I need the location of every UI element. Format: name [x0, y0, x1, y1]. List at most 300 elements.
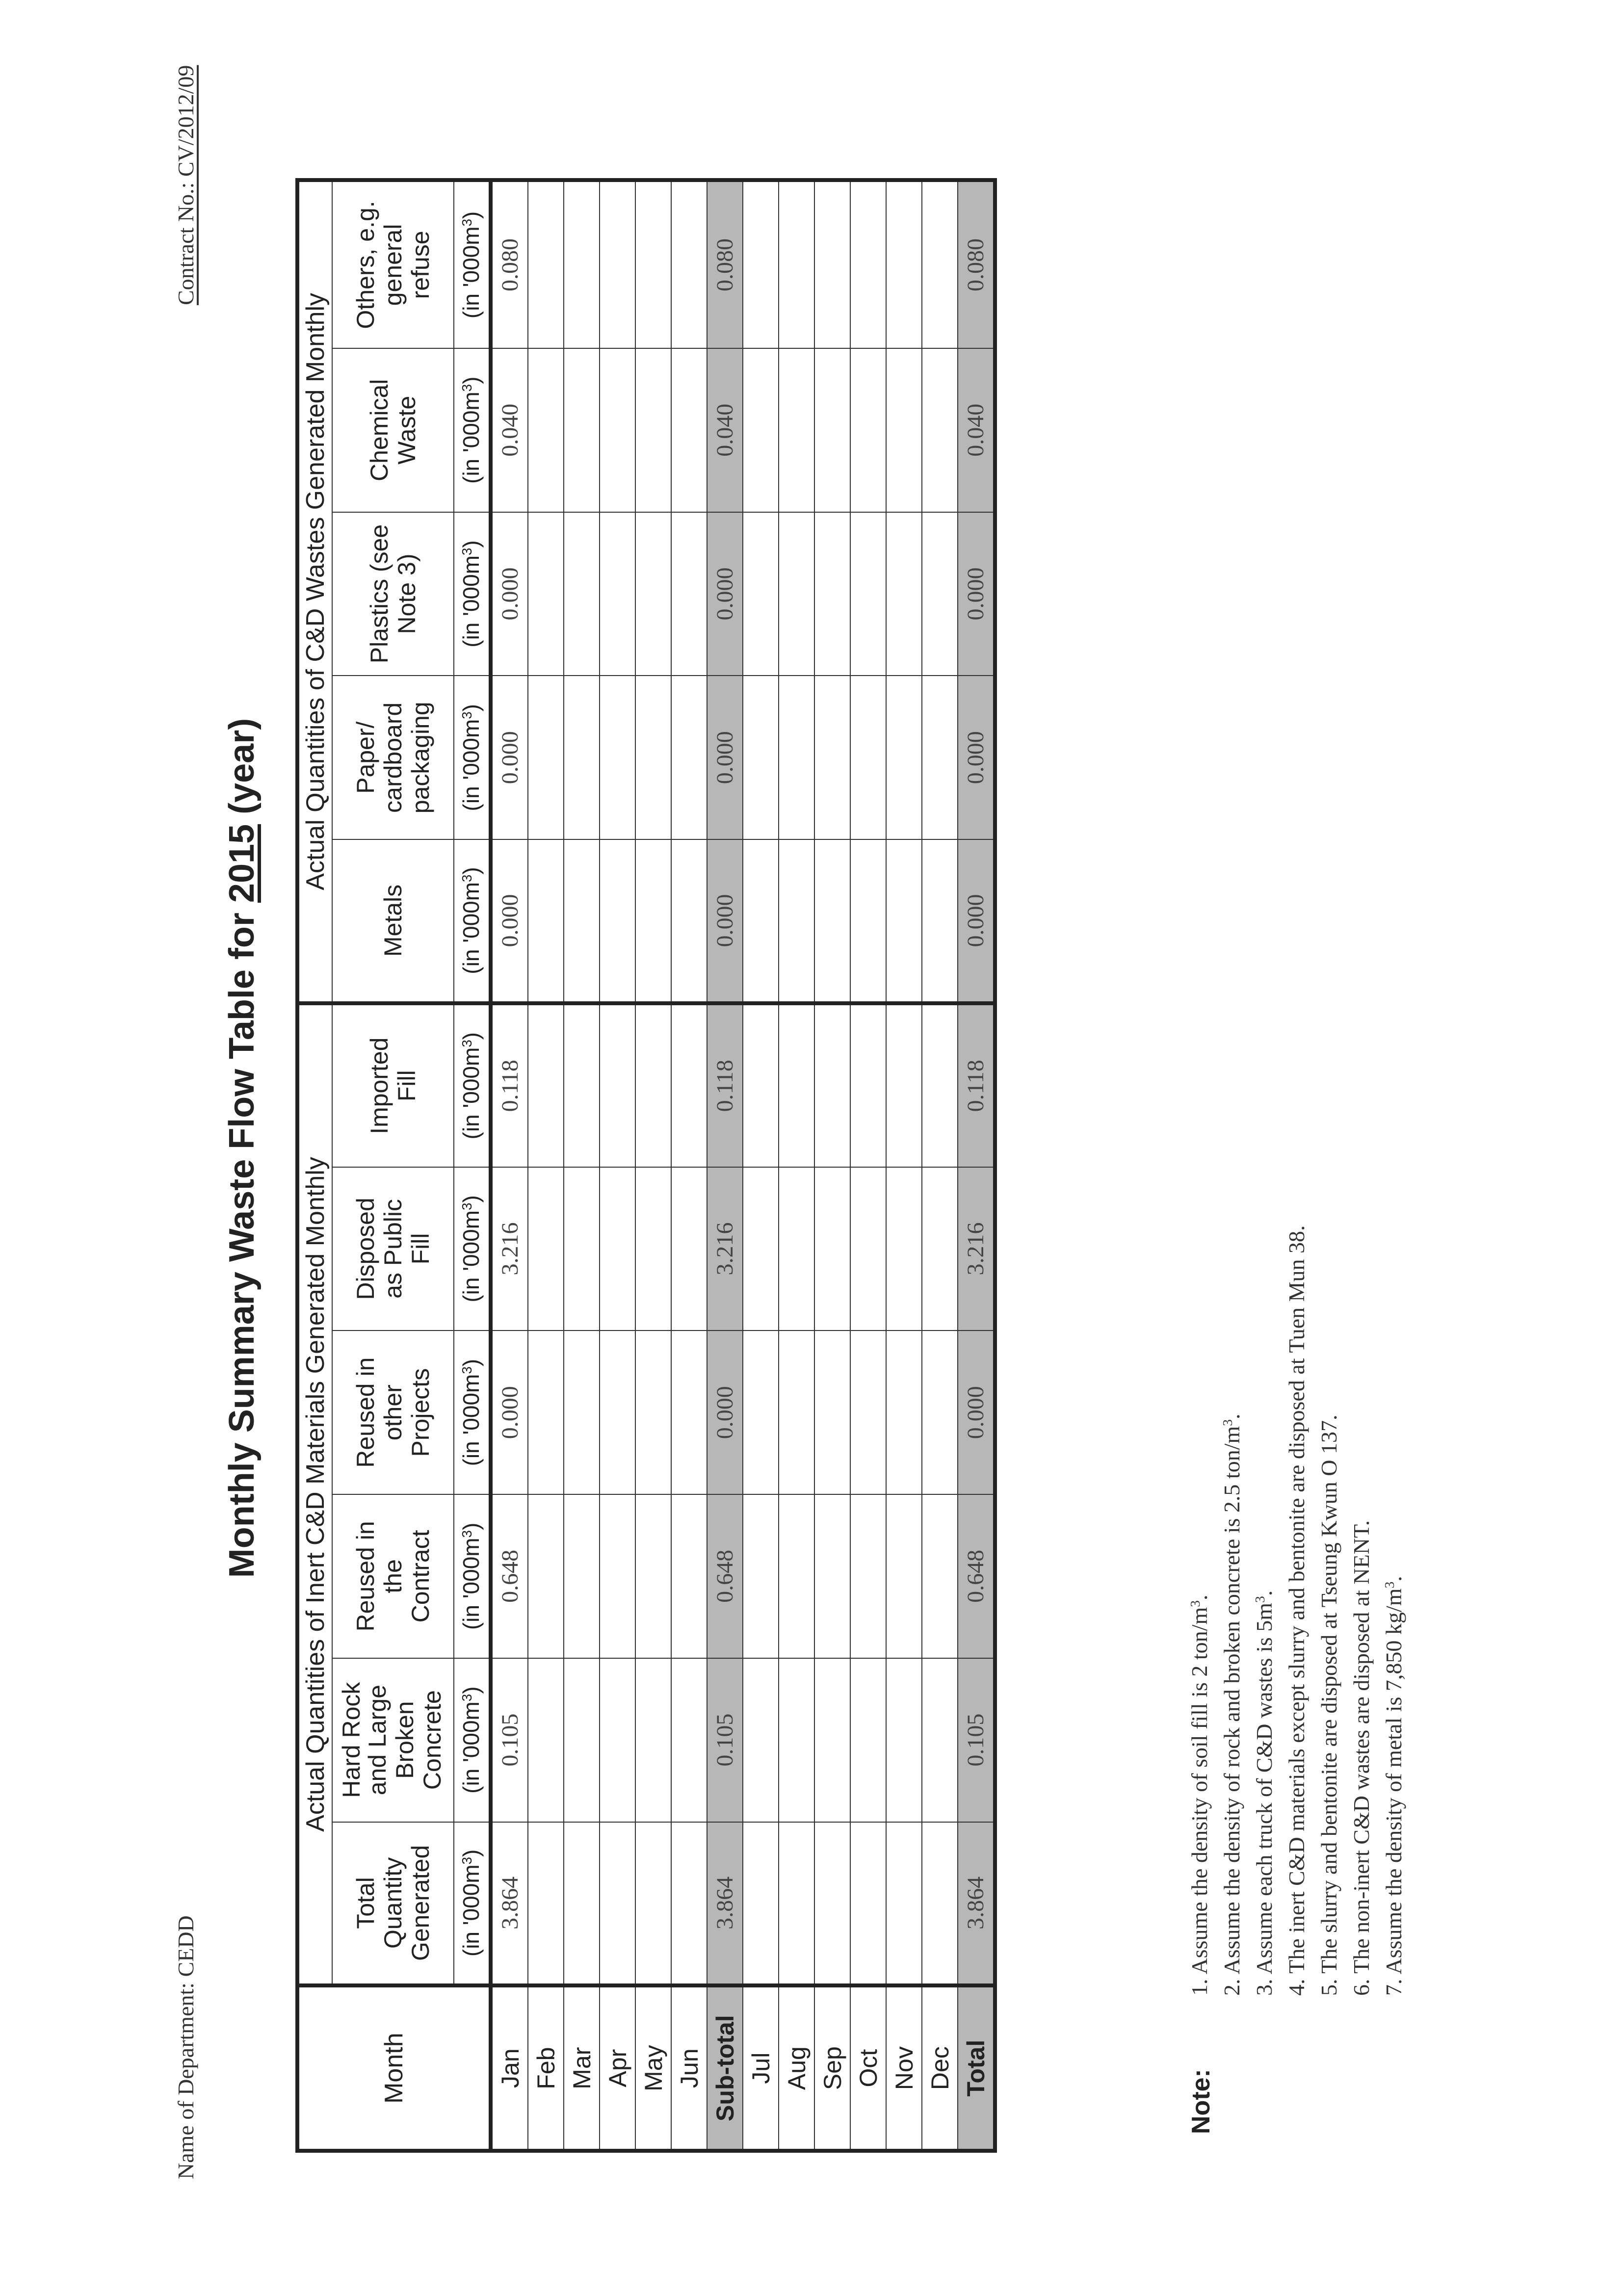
column-header-line: Contract [407, 1530, 434, 1623]
unit-prefix: (in '000m [458, 1538, 484, 1630]
unit-exponent: 3 [459, 384, 475, 392]
table-row [886, 180, 922, 2151]
note-text: 4. The inert C&D materials except slurry and bentonite are disposed at Tuen Mun 38. [1284, 1225, 1309, 1996]
note-item [1248, 1225, 1281, 1996]
value-cell: 0.648 [958, 1494, 995, 1658]
value-cell [528, 512, 564, 676]
value-cell [528, 1003, 564, 1167]
value-cell [635, 1167, 671, 1331]
column-header-line: Imported [366, 1037, 393, 1134]
value-cell [564, 1167, 600, 1331]
note-exponent: 3 [1252, 1596, 1267, 1603]
value-cell [886, 1003, 922, 1167]
unit-exponent: 3 [459, 1040, 475, 1047]
value-cell [850, 512, 886, 676]
value-cell [743, 512, 779, 676]
value-cell [779, 1003, 814, 1167]
unit-cell [454, 1003, 491, 1167]
value-cell [600, 1822, 635, 1986]
note-label: Note: [1187, 2069, 1215, 2134]
unit-prefix: (in '000m [458, 1701, 484, 1794]
month-cell: Jun [671, 1985, 707, 2151]
value-cell [635, 676, 671, 839]
value-cell [779, 348, 814, 512]
unit-suffix: ) [458, 1195, 484, 1203]
note-item [1378, 1225, 1410, 1996]
value-cell [779, 1658, 814, 1822]
value-cell: 0.080 [491, 180, 528, 348]
notes-list [1183, 1225, 1410, 1996]
value-cell [814, 1003, 850, 1167]
value-cell [671, 839, 707, 1003]
column-header-line: Quantity [379, 1857, 407, 1949]
value-cell [564, 1331, 600, 1494]
unit-prefix: (in '000m [458, 1374, 484, 1466]
page-title [222, 0, 262, 2296]
value-cell [922, 1331, 958, 1494]
value-cell [743, 839, 779, 1003]
month-cell: Aug [779, 1985, 814, 2151]
column-header-1 [332, 1658, 454, 1822]
table-row [743, 180, 779, 2151]
value-cell [743, 1658, 779, 1822]
value-cell [814, 1658, 850, 1822]
value-cell [779, 180, 814, 348]
month-cell: Sep [814, 1985, 850, 2151]
value-cell [671, 180, 707, 348]
value-cell [671, 1494, 707, 1658]
value-cell [671, 676, 707, 839]
unit-suffix: ) [458, 540, 484, 548]
unit-exponent: 3 [459, 1202, 475, 1210]
value-cell [779, 676, 814, 839]
note-item [1183, 1225, 1216, 1996]
table-row [635, 180, 671, 2151]
value-cell [671, 1003, 707, 1167]
unit-prefix: (in '000m [458, 391, 484, 484]
note-text: 6. The non-inert C&D wastes are disposed at NENT. [1349, 1520, 1374, 1996]
value-cell [564, 676, 600, 839]
column-header-line: and Large [363, 1685, 391, 1796]
column-header-line: the [379, 1559, 407, 1593]
value-cell [635, 348, 671, 512]
value-cell: 0.080 [707, 180, 743, 348]
column-header-line: packaging [407, 702, 434, 814]
value-cell: 0.648 [491, 1494, 528, 1658]
value-cell: 0.105 [958, 1658, 995, 1822]
value-cell [850, 1331, 886, 1494]
value-cell [850, 348, 886, 512]
value-cell: 0.105 [707, 1658, 743, 1822]
unit-suffix: ) [458, 1686, 484, 1694]
value-cell [886, 839, 922, 1003]
column-header-line: Metals [379, 884, 407, 957]
value-cell: 0.105 [491, 1658, 528, 1822]
column-header-line: Fill [393, 1070, 420, 1102]
value-cell [850, 1494, 886, 1658]
value-cell [922, 839, 958, 1003]
column-header-10 [332, 180, 454, 348]
column-header-line: Projects [407, 1368, 434, 1457]
value-cell: 0.118 [707, 1003, 743, 1167]
column-header-line: Broken [391, 1701, 419, 1779]
value-cell: 0.040 [707, 348, 743, 512]
note-exponent: 3 [1381, 1581, 1397, 1589]
table-row [814, 180, 850, 2151]
value-cell [600, 676, 635, 839]
cd-waste-group-header: Actual Quantities of C&D Wastes Generated Monthly [297, 180, 332, 1003]
table-row [491, 180, 528, 2151]
value-cell [886, 180, 922, 348]
value-cell [922, 180, 958, 348]
column-header-2 [332, 1494, 454, 1658]
unit-prefix: (in '000m [458, 226, 484, 319]
month-cell: Mar [564, 1985, 600, 2151]
unit-prefix: (in '000m [458, 882, 484, 974]
value-cell [814, 180, 850, 348]
column-header-6 [332, 839, 454, 1003]
value-cell [886, 1331, 922, 1494]
value-cell [671, 1658, 707, 1822]
value-cell [743, 1003, 779, 1167]
month-cell: Jul [743, 1985, 779, 2151]
month-cell: Apr [600, 1985, 635, 2151]
note-tail: . [1187, 1594, 1212, 1600]
contract-number: Contract No.: CV/2012/09 [173, 65, 198, 305]
value-cell [922, 1658, 958, 1822]
month-cell: Total [958, 1985, 995, 2151]
unit-cell [454, 1658, 491, 1822]
unit-suffix: ) [458, 1032, 484, 1040]
unit-cell [454, 676, 491, 839]
column-header-line: refuse [407, 231, 434, 299]
column-header-line: Hard Rock [338, 1682, 366, 1798]
value-cell [922, 512, 958, 676]
column-header-line: Reused in [352, 1521, 379, 1632]
table-row [564, 180, 600, 2151]
column-header-line: Chemical [366, 379, 393, 481]
column-header-0 [332, 1822, 454, 1986]
value-cell [528, 1167, 564, 1331]
unit-suffix: ) [458, 376, 484, 384]
value-cell [814, 839, 850, 1003]
unit-suffix: ) [458, 1849, 484, 1857]
column-header-7 [332, 676, 454, 839]
value-cell [564, 839, 600, 1003]
title-prefix: Monthly Summary Waste Flow Table for [222, 903, 262, 1578]
value-cell [886, 1822, 922, 1986]
value-cell [671, 512, 707, 676]
value-cell [814, 348, 850, 512]
value-cell [528, 676, 564, 839]
value-cell [814, 1494, 850, 1658]
inert-group-header: Actual Quantities of Inert C&D Materials Generated Monthly [297, 1003, 332, 1985]
note-text: 1. Assume the density of soil fill is 2 ton/m [1187, 1607, 1212, 1996]
value-cell: 0.118 [491, 1003, 528, 1167]
note-item [1281, 1225, 1313, 1996]
column-header-line: Others, e.g. [352, 201, 379, 329]
value-cell [635, 1822, 671, 1986]
unit-suffix: ) [458, 704, 484, 712]
value-cell [635, 512, 671, 676]
table-row [600, 180, 635, 2151]
value-cell [779, 1167, 814, 1331]
value-cell: 0.000 [707, 839, 743, 1003]
column-header-3 [332, 1331, 454, 1494]
unit-cell [454, 180, 491, 348]
value-cell [528, 839, 564, 1003]
value-cell [850, 1167, 886, 1331]
value-cell [779, 839, 814, 1003]
column-header-8 [332, 512, 454, 676]
unit-cell [454, 1822, 491, 1986]
value-cell: 0.080 [958, 180, 995, 348]
value-cell [814, 1331, 850, 1494]
value-cell [528, 1822, 564, 1986]
table-row [850, 180, 886, 2151]
unit-exponent: 3 [459, 548, 475, 555]
note-exponent: 3 [1187, 1600, 1203, 1607]
value-cell: 0.000 [707, 512, 743, 676]
unit-exponent: 3 [459, 874, 475, 882]
value-cell [564, 512, 600, 676]
value-cell: 0.648 [707, 1494, 743, 1658]
value-cell: 3.864 [707, 1822, 743, 1986]
value-cell: 0.040 [491, 348, 528, 512]
department-label: Name of Department: CEDD [173, 1915, 198, 2179]
column-header-9 [332, 348, 454, 512]
value-cell [886, 1658, 922, 1822]
table-row [671, 180, 707, 2151]
unit-exponent: 3 [459, 1366, 475, 1374]
value-cell: 0.000 [491, 512, 528, 676]
value-cell: 0.000 [958, 839, 995, 1003]
column-header-4 [332, 1167, 454, 1331]
unit-prefix: (in '000m [458, 555, 484, 648]
unit-cell [454, 512, 491, 676]
value-cell [528, 348, 564, 512]
value-cell [528, 1494, 564, 1658]
unit-exponent: 3 [459, 219, 475, 227]
value-cell [922, 1167, 958, 1331]
value-cell [600, 1658, 635, 1822]
unit-prefix: (in '000m [458, 1210, 484, 1303]
note-tail: . [1252, 1590, 1277, 1596]
value-cell [671, 1167, 707, 1331]
value-cell [922, 1003, 958, 1167]
month-cell: Oct [850, 1985, 886, 2151]
column-header-line: Generated [407, 1845, 434, 1961]
value-cell [671, 348, 707, 512]
value-cell [922, 348, 958, 512]
value-cell: 0.000 [491, 1331, 528, 1494]
value-cell [635, 1331, 671, 1494]
value-cell [850, 1658, 886, 1822]
value-cell [886, 512, 922, 676]
note-text: 7. Assume the density of metal is 7,850 kg/m [1381, 1588, 1406, 1996]
column-header-5 [332, 1003, 454, 1167]
column-header-line: as Public [379, 1199, 407, 1299]
column-header-line: Paper/ [352, 721, 379, 794]
value-cell: 0.118 [958, 1003, 995, 1167]
unit-row [454, 180, 491, 2151]
value-cell [743, 1822, 779, 1986]
value-cell [528, 1658, 564, 1822]
note-tail: . [1381, 1576, 1406, 1582]
value-cell [600, 348, 635, 512]
note-item [1216, 1225, 1248, 1996]
column-header-row [332, 180, 454, 2151]
column-header-line: Waste [393, 395, 420, 465]
unit-exponent: 3 [459, 1530, 475, 1538]
note-tail: . [1219, 1413, 1244, 1419]
title-suffix: (year) [222, 718, 262, 824]
value-cell: 3.216 [491, 1167, 528, 1331]
value-cell [743, 1494, 779, 1658]
value-cell [528, 180, 564, 348]
value-cell [564, 348, 600, 512]
value-cell [779, 1822, 814, 1986]
value-cell [671, 1331, 707, 1494]
unit-exponent: 3 [459, 711, 475, 719]
value-cell [850, 839, 886, 1003]
column-header-line: Disposed [352, 1198, 379, 1300]
unit-exponent: 3 [459, 1856, 475, 1865]
value-cell [886, 1167, 922, 1331]
table-row [922, 180, 958, 2151]
value-cell [743, 180, 779, 348]
group-header-row [297, 180, 332, 2151]
unit-prefix: (in '000m [458, 1047, 484, 1140]
value-cell [922, 1494, 958, 1658]
value-cell [564, 180, 600, 348]
value-cell [600, 512, 635, 676]
value-cell [814, 676, 850, 839]
value-cell [600, 180, 635, 348]
value-cell [564, 1003, 600, 1167]
value-cell: 0.000 [491, 839, 528, 1003]
value-cell [814, 512, 850, 676]
value-cell [814, 1822, 850, 1986]
note-item [1313, 1225, 1345, 1996]
column-header-line: Concrete [418, 1690, 446, 1790]
value-cell: 0.000 [958, 676, 995, 839]
note-item [1345, 1225, 1378, 1996]
month-cell: Dec [922, 1985, 958, 2151]
table-row [958, 180, 995, 2151]
unit-cell [454, 1331, 491, 1494]
value-cell [850, 676, 886, 839]
value-cell: 3.864 [491, 1822, 528, 1986]
value-cell [886, 348, 922, 512]
month-cell: Jan [491, 1985, 528, 2151]
month-cell: Sub-total [707, 1985, 743, 2151]
note-exponent: 3 [1219, 1419, 1235, 1426]
value-cell [779, 1331, 814, 1494]
column-header-line: general [379, 224, 407, 306]
unit-cell [454, 1167, 491, 1331]
value-cell [564, 1494, 600, 1658]
note-text: 3. Assume each truck of C&D wastes is 5m [1252, 1602, 1277, 1996]
value-cell [635, 1003, 671, 1167]
value-cell [922, 1822, 958, 1986]
unit-suffix: ) [458, 867, 484, 875]
unit-prefix: (in '000m [458, 719, 484, 811]
table-row [528, 180, 564, 2151]
value-cell [743, 676, 779, 839]
value-cell: 0.040 [958, 348, 995, 512]
column-header-line: Note 3) [393, 553, 420, 634]
value-cell: 0.000 [707, 1331, 743, 1494]
value-cell [743, 1167, 779, 1331]
value-cell [600, 1494, 635, 1658]
note-text: 2. Assume the density of rock and broken concrete is 2.5 ton/m [1219, 1426, 1244, 1996]
value-cell [635, 1494, 671, 1658]
value-cell [600, 1003, 635, 1167]
value-cell [635, 180, 671, 348]
value-cell [743, 348, 779, 512]
unit-suffix: ) [458, 211, 484, 219]
value-cell [600, 839, 635, 1003]
value-cell [850, 1003, 886, 1167]
unit-suffix: ) [458, 1358, 484, 1367]
table-body [297, 180, 995, 2151]
value-cell: 3.864 [958, 1822, 995, 1986]
title-year: 2015 [222, 824, 262, 903]
waste-flow-table [295, 178, 997, 2153]
value-cell: 0.000 [958, 512, 995, 676]
value-cell [850, 180, 886, 348]
value-cell [743, 1331, 779, 1494]
table-row [779, 180, 814, 2151]
unit-suffix: ) [458, 1522, 484, 1531]
column-header-line: Fill [407, 1233, 434, 1265]
value-cell [635, 1658, 671, 1822]
value-cell [850, 1822, 886, 1986]
value-cell [600, 1167, 635, 1331]
value-cell [671, 1822, 707, 1986]
value-cell: 0.000 [958, 1331, 995, 1494]
unit-cell [454, 839, 491, 1003]
value-cell: 0.000 [491, 676, 528, 839]
value-cell: 3.216 [707, 1167, 743, 1331]
value-cell [635, 839, 671, 1003]
unit-prefix: (in '000m [458, 1864, 484, 1957]
unit-cell [454, 1494, 491, 1658]
column-header-line: other [379, 1384, 407, 1441]
value-cell [922, 676, 958, 839]
value-cell: 0.000 [707, 676, 743, 839]
value-cell [886, 1494, 922, 1658]
unit-cell [454, 348, 491, 512]
value-cell: 3.216 [958, 1167, 995, 1331]
value-cell [814, 1167, 850, 1331]
value-cell [779, 512, 814, 676]
value-cell [600, 1331, 635, 1494]
column-header-line: Plastics (see [366, 524, 393, 664]
month-cell: May [635, 1985, 671, 2151]
column-header-line: cardboard [379, 702, 407, 813]
month-cell: Feb [528, 1985, 564, 2151]
column-header-line: Reused in [352, 1357, 379, 1468]
value-cell [564, 1658, 600, 1822]
value-cell [528, 1331, 564, 1494]
month-column-header: Month [297, 1985, 491, 2151]
value-cell [564, 1822, 600, 1986]
column-header-line: Total [352, 1877, 379, 1929]
note-text: 5. The slurry and bentonite are disposed at Tseung Kwun O 137. [1316, 1414, 1341, 1996]
month-cell: Nov [886, 1985, 922, 2151]
